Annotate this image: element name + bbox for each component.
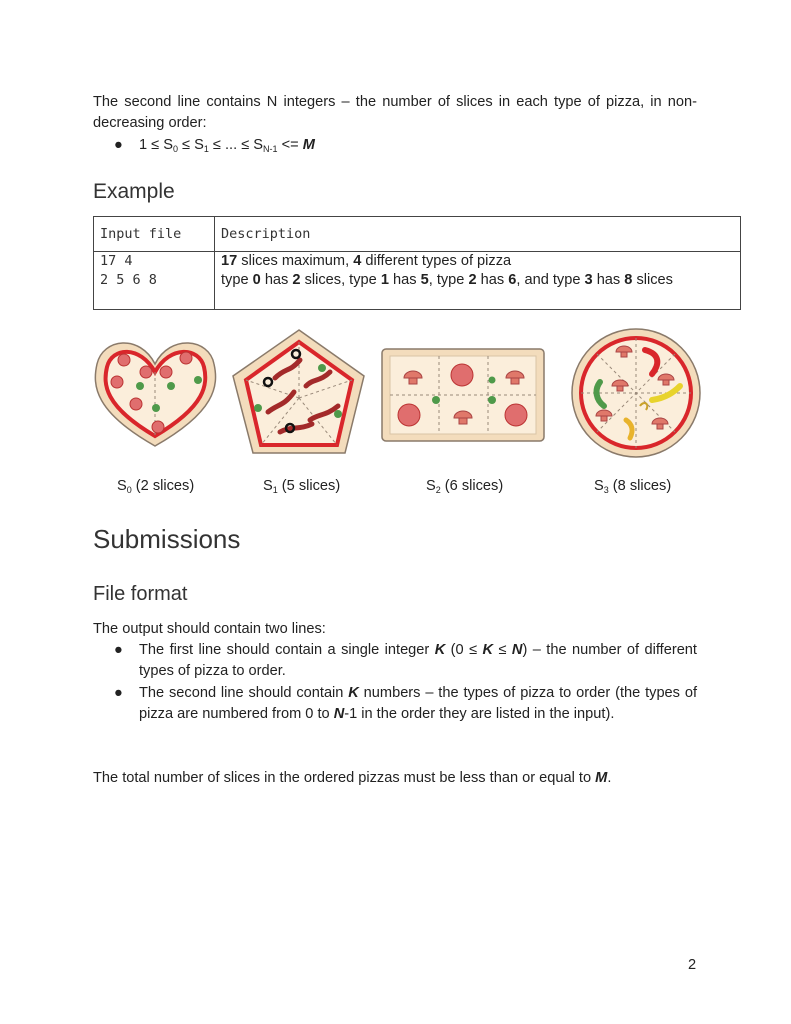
text-run: numbers – the types of pizza to order (the types of pizza are numbered from 0 to	[139, 685, 698, 722]
description-line	[221, 271, 734, 290]
bullet-text	[139, 640, 697, 682]
example-heading: Example	[93, 180, 175, 203]
basil-icon	[488, 396, 496, 404]
text-run: The total number of slices in the ordered pizzas must be less than or equal to	[93, 770, 596, 786]
bullet-icon: ●	[114, 642, 123, 658]
emphasis-variable: M	[595, 770, 608, 786]
emphasis-number: 3	[584, 272, 593, 288]
emphasis-number: 17	[221, 253, 238, 269]
text-run: , type	[428, 272, 469, 288]
tomato-icon	[451, 364, 473, 386]
pizza-heart-image	[95, 343, 215, 446]
table-cell-description	[215, 252, 741, 310]
text-run: slices maximum,	[237, 253, 354, 269]
pepperoni-icon	[180, 352, 192, 364]
pizza-pentagon-image	[233, 330, 364, 453]
page-number: 2	[688, 957, 697, 973]
emphasis-number: 5	[420, 272, 429, 288]
list-item	[114, 683, 697, 746]
pizza-caption-0: $S_0$ (2 slices)	[117, 478, 195, 495]
emphasis-number: 0	[252, 272, 261, 288]
bullet-icon: ●	[114, 685, 123, 701]
pepperoni-icon	[118, 354, 130, 366]
emphasis-variable: K	[482, 642, 494, 658]
description-line	[221, 252, 734, 271]
closing-paragraph	[93, 768, 697, 789]
text-run: The first line should contain a single integer	[139, 642, 435, 658]
bullet-icon: ●	[114, 137, 123, 153]
basil-icon	[136, 382, 144, 390]
input-line: 17 4	[100, 253, 133, 269]
text-run: slices, type	[300, 272, 381, 288]
emphasis-number: 6	[508, 272, 517, 288]
basil-icon	[254, 404, 262, 412]
file-format-heading: File format	[93, 583, 188, 605]
text-run: different types of pizza	[361, 253, 512, 269]
pizza-caption-2: $S_2$ (6 slices)	[426, 478, 504, 495]
table-header-row	[94, 217, 741, 252]
table-header-description: Description	[215, 217, 741, 252]
text-run: The second line should contain	[139, 685, 349, 701]
basil-icon	[167, 382, 175, 390]
intro-paragraph: The second line contains N integers – the number of slices in each type of pizza, in non-decreasing order:	[93, 94, 697, 131]
text-run: type	[221, 272, 253, 288]
emphasis-number: 1	[380, 272, 389, 288]
basil-icon	[194, 376, 202, 384]
basil-icon	[489, 377, 496, 384]
text-run: -1 in the order they are listed in the input).	[344, 706, 615, 722]
text-run: has	[592, 272, 625, 288]
pizza-caption-3: $S_3$ (8 slices)	[594, 478, 672, 495]
emphasis-variable: N	[333, 706, 345, 722]
table-cell-input	[94, 252, 215, 310]
output-intro: The output should contain two lines:	[93, 621, 326, 637]
input-line: 2 5 6 8	[100, 272, 157, 288]
pizza-illustrations	[0, 320, 791, 470]
text-run: ≤	[493, 642, 512, 658]
emphasis-number: 4	[353, 253, 362, 269]
text-run: ) – the number of different types of pizza to order.	[139, 642, 697, 679]
example-table	[93, 216, 741, 310]
basil-icon	[318, 364, 326, 372]
submissions-heading: Submissions	[93, 524, 241, 554]
text-run: has	[388, 272, 421, 288]
pepperoni-icon	[130, 398, 142, 410]
text-run: has	[260, 272, 293, 288]
emphasis-variable: K	[434, 642, 446, 658]
basil-icon	[334, 410, 342, 418]
pizza-circle-image	[572, 329, 700, 457]
pizza-caption-1: $S_1$ (5 slices)	[263, 478, 341, 495]
pizza-rectangle-image	[382, 349, 544, 441]
emphasis-number: 8	[624, 272, 633, 288]
pepperoni-icon	[111, 376, 123, 388]
table-header-input: Input file	[94, 217, 215, 252]
tomato-icon	[398, 404, 420, 426]
basil-icon	[152, 404, 160, 412]
pepperoni-icon	[140, 366, 152, 378]
pepperoni-icon	[160, 366, 172, 378]
emphasis-number: 2	[292, 272, 301, 288]
emphasis-number: 2	[468, 272, 477, 288]
tomato-icon	[505, 404, 527, 426]
text-run: slices	[632, 272, 673, 288]
pepperoni-icon	[152, 421, 164, 433]
basil-icon	[432, 396, 440, 404]
text-run: (0 ≤	[445, 642, 483, 658]
text-run: has	[476, 272, 509, 288]
emphasis-variable: N	[511, 642, 523, 658]
emphasis-variable: K	[348, 685, 359, 701]
text-run: , and type	[516, 272, 585, 288]
table-row	[94, 252, 741, 310]
list-item	[114, 640, 697, 682]
text-run: .	[607, 770, 612, 786]
bullet-text	[139, 683, 697, 725]
constraint-text: $1 \le S_0 \le S_1$ ≤ ... ≤ $S_{N-1} <= M$	[139, 137, 315, 154]
